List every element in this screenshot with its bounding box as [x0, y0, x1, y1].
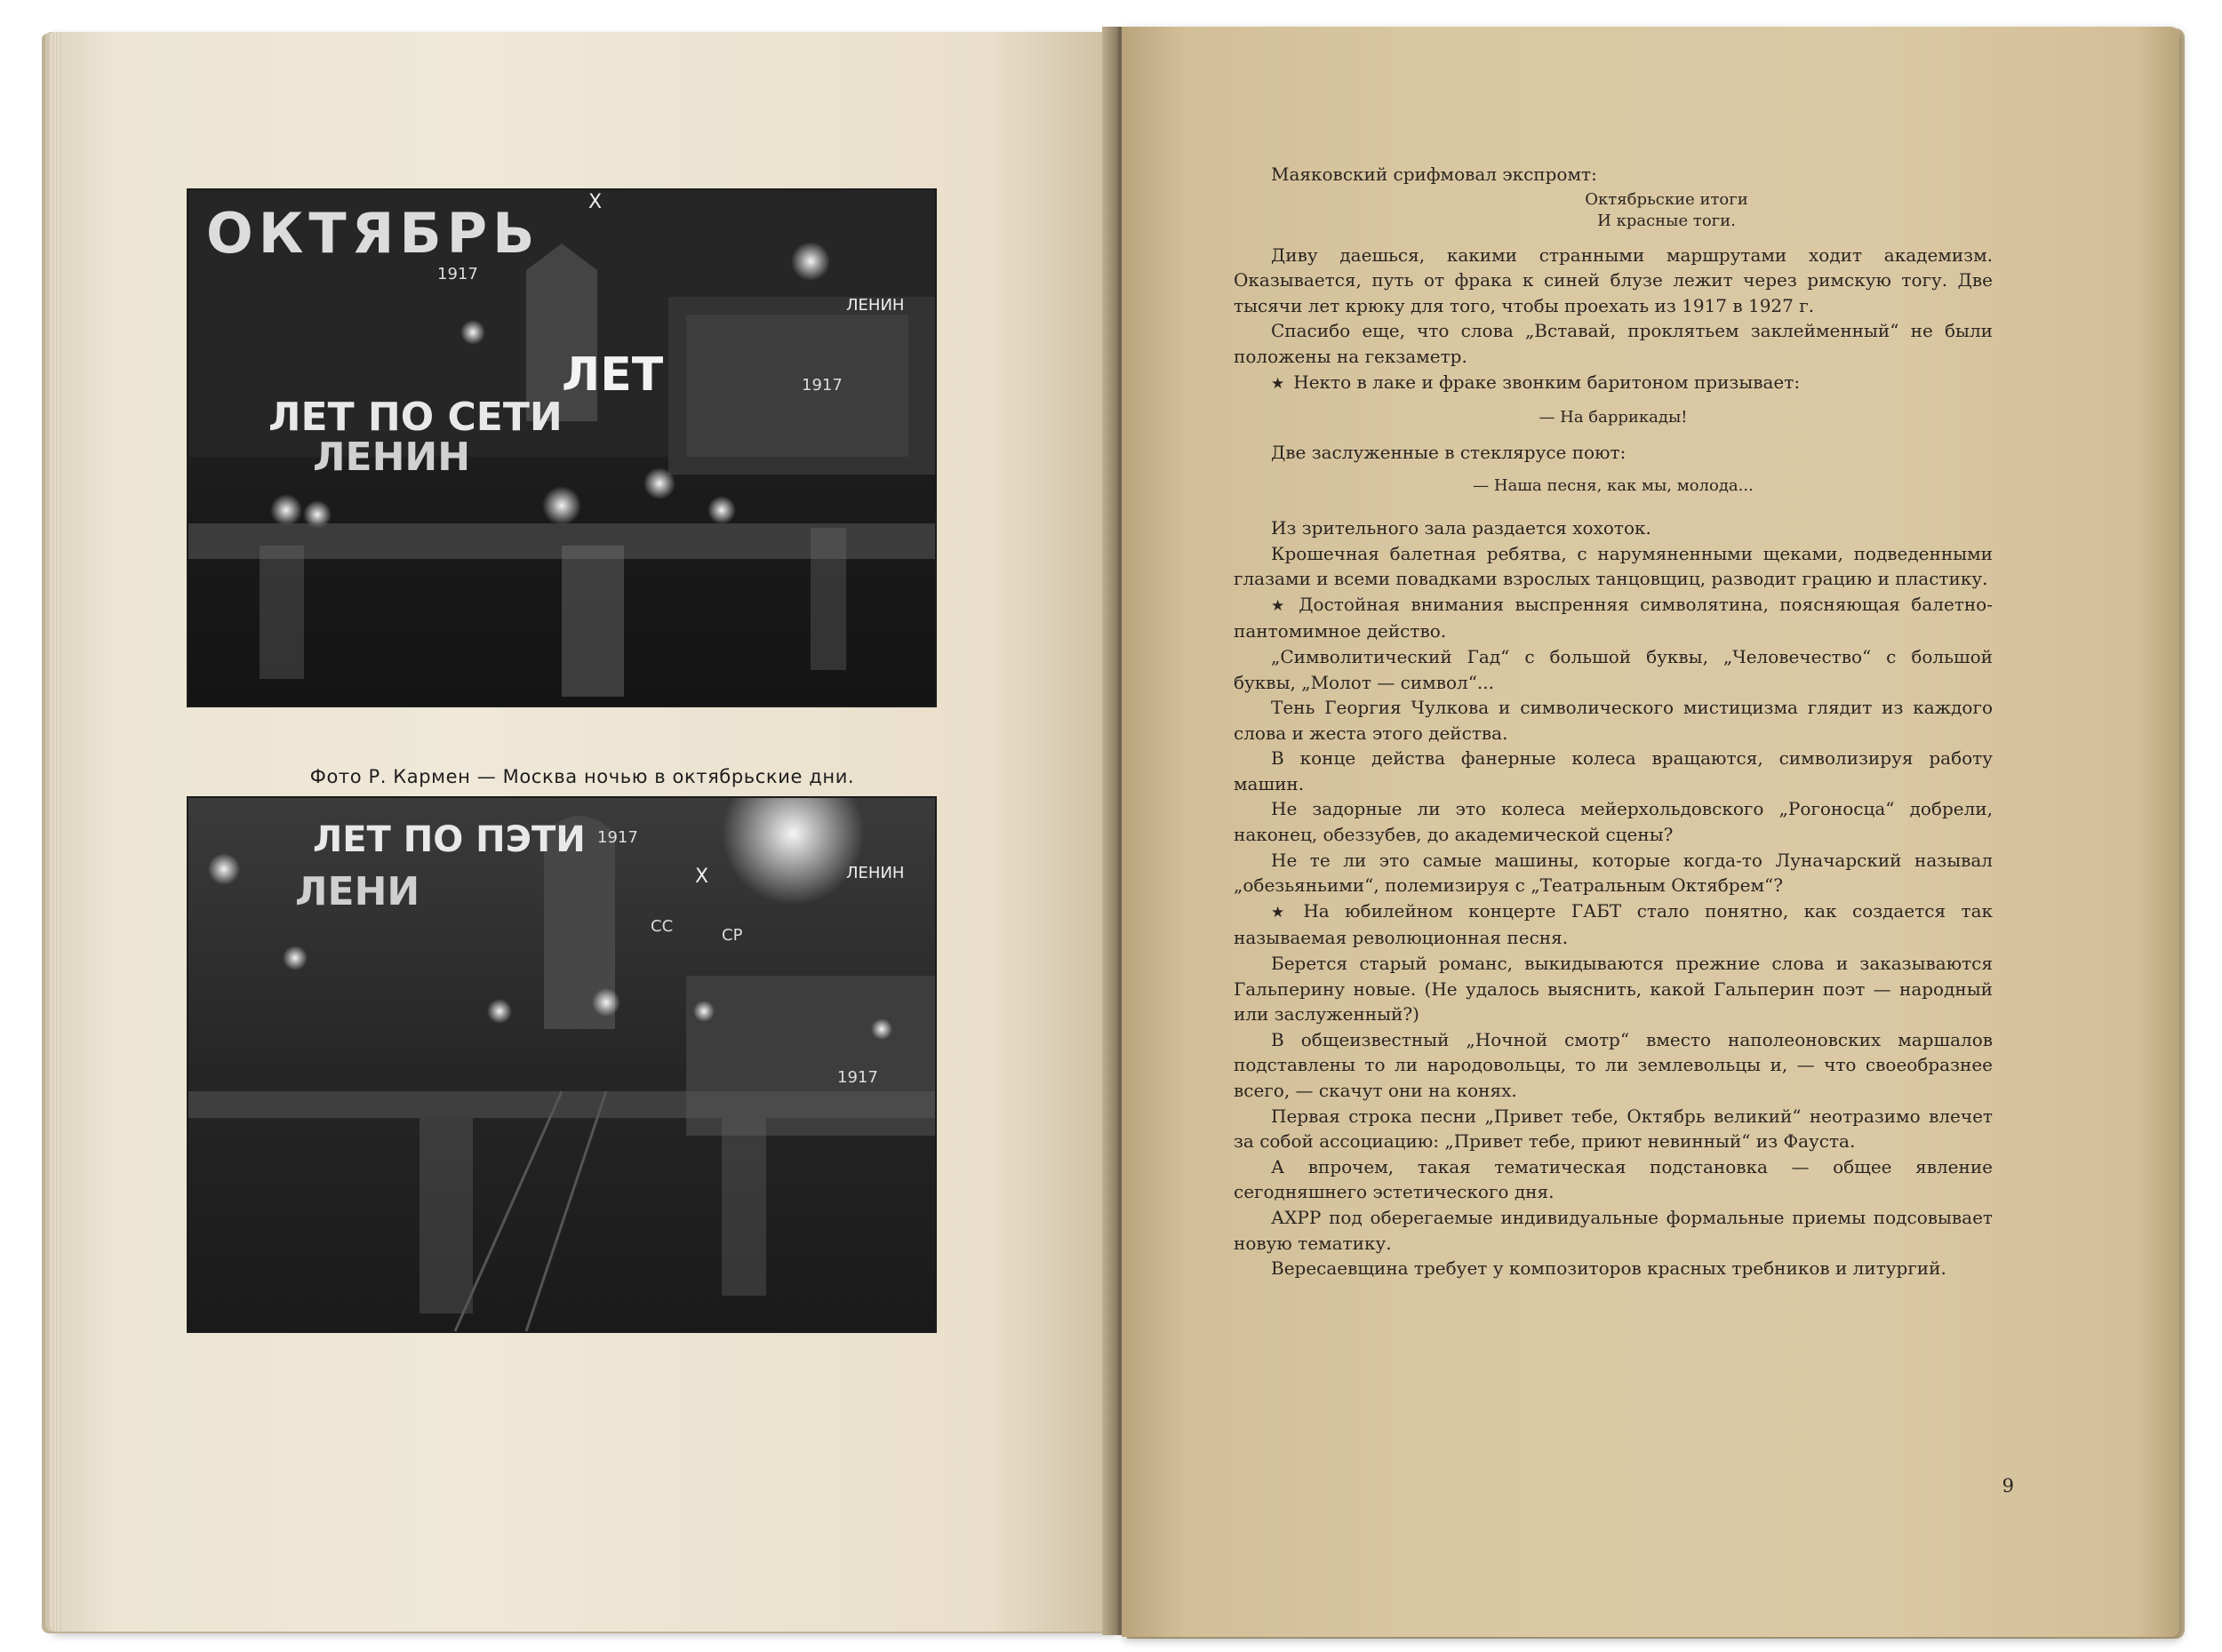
paragraph: Две заслуженные в стеклярусе поют:: [1271, 441, 1627, 463]
paragraph: Тень Георгия Чулкова и символического мистицизма глядит из каждого слова и жеста этого действа.: [1234, 697, 1993, 744]
paragraph: „Символитический Гад“ с большой буквы, „Человечество“ с большой буквы, „Молот — символ“...: [1234, 645, 1993, 693]
paragraph: Маяковский срифмовал экспромт:: [1271, 164, 1597, 185]
photo-bottom-image: [188, 798, 935, 1331]
photo-caption: Фото Р. Кармен — Москва ночью в октябрьские дни.: [309, 766, 855, 787]
paragraph-text: На юбилейном концерте ГАБТ стало понятно, как создается так называемая революционная песня.: [1234, 899, 1993, 949]
quote-line: — На баррикады!: [1539, 408, 1688, 427]
paragraph: Берется старый романс, выкидываются прежние слова и заказываются Гальперину новые. (Не удалось выяснить, какой Гальперин поэт — народный или заслуженный?): [1234, 953, 1993, 1026]
paragraph: Спасибо еще, что слова „Вставай, проклятьем заклейменный“ не были положены на гекзаметр.: [1234, 320, 1993, 367]
paragraph: Первая строка песни „Привет тебе, Октябрь великий“ неотразимо влечет за собой ассоциацию: „Привет тебе, приют невинный“ из Фауста.: [1234, 1105, 1993, 1153]
sign-oktyabr: ОКТЯБРЬ: [206, 201, 540, 266]
star-icon: ★: [1271, 374, 1285, 393]
star-icon: ★: [1271, 903, 1295, 922]
paragraph: В общеизвестный „Ночной смотр“ вместо наполеоновских маршалов подставлены то ли народовольцы, то ли землевольцы и, — что своеобразнее всего, — скачут они на конях.: [1234, 1028, 1993, 1101]
night-moscow-photo-bottom: [187, 796, 937, 1333]
star-paragraph: [1234, 898, 1993, 951]
sign-lenin-c: ЛЕНИН: [846, 864, 905, 882]
page-number: 9: [2002, 1475, 2014, 1496]
paragraph-text: Достойная внимания выспренняя символятина, поясняющая балетно-пантомимное действо.: [1234, 593, 1993, 642]
paragraph: Из зрительного зала раздается хохоток.: [1271, 516, 1651, 539]
verse: [1234, 189, 1993, 232]
star-icon: ★: [1271, 596, 1291, 615]
sign-sr: СР: [722, 926, 743, 945]
star-paragraph: [1234, 592, 1993, 644]
right-page-text: [1234, 162, 1993, 1281]
sign-x-top: Х: [588, 191, 603, 213]
sign-1917-d: 1917: [837, 1068, 878, 1087]
sign-let-po-peti: ЛЕТ ПО ПЭТИ: [313, 819, 586, 860]
sign-1917-c: 1917: [597, 828, 638, 847]
paragraph-text: Некто в лаке и фраке звонким баритоном призывает:: [1293, 371, 1801, 393]
sign-x-bottom: Х: [695, 866, 709, 888]
paragraph: Не те ли это самые машины, которые когда-то Луначарский называл „обезьяньими“, полемизируя с „Театральным Октябрем“?: [1234, 849, 1993, 897]
sign-let-po-seti: ЛЕТ ПО СЕТИ: [268, 395, 563, 440]
paragraph: Диву даешься, какими странными маршрутами ходит академизм. Оказывается, путь от фрака к синей блузе лежит через римскую тогу. Две тысячи лет крюку для того, чтобы проехать из 1917 в 1927 г.: [1234, 243, 1993, 316]
sign-ss: СС: [651, 917, 674, 936]
right-page: [1122, 27, 2179, 1637]
sign-lenin-b: ЛЕНИН: [846, 296, 905, 315]
paragraph: Не задорные ли это колеса мейерхольдовского „Рогоносца“ добрели, наконец, обеззубев, до академической сцены?: [1234, 798, 1993, 846]
photo-top-image: [188, 190, 935, 706]
sign-1917-a: 1917: [437, 265, 478, 283]
paragraph: Крошечная балетная ребятва, с нарумяненными щеками, подведенными глазами и всеми повадками взрослых танцовщиц, разводит грацию и пластику.: [1234, 542, 1993, 590]
paragraph: В конце действа фанерные колеса вращаются, символизируя работу машин.: [1234, 747, 1993, 794]
quote-line: — Наша песня, как мы, молода...: [1473, 476, 1754, 496]
paragraph: АХРР под оберегаемые индивидуальные формальные приемы подсовывает новую тематику.: [1234, 1206, 1993, 1254]
page-edge: [49, 32, 61, 1632]
verse-line: И красные тоги.: [1597, 211, 1736, 230]
sign-let: ЛЕТ: [562, 348, 664, 402]
paragraph: Вересаевщина требует у композиторов красных требников и литургий.: [1271, 1257, 1946, 1280]
sign-lenin-a: ЛЕНИН: [313, 435, 471, 480]
star-paragraph: [1234, 370, 1993, 397]
verse-line: Октябрьские итоги: [1585, 189, 1748, 209]
sign-1917-b: 1917: [802, 376, 843, 395]
paragraph: А впрочем, такая тематическая подстановка — общее явление сегодняшнего эстетического дня.: [1234, 1155, 1993, 1203]
sign-leni: ЛЕНИ: [295, 869, 420, 914]
night-moscow-photo-top: [187, 188, 937, 707]
